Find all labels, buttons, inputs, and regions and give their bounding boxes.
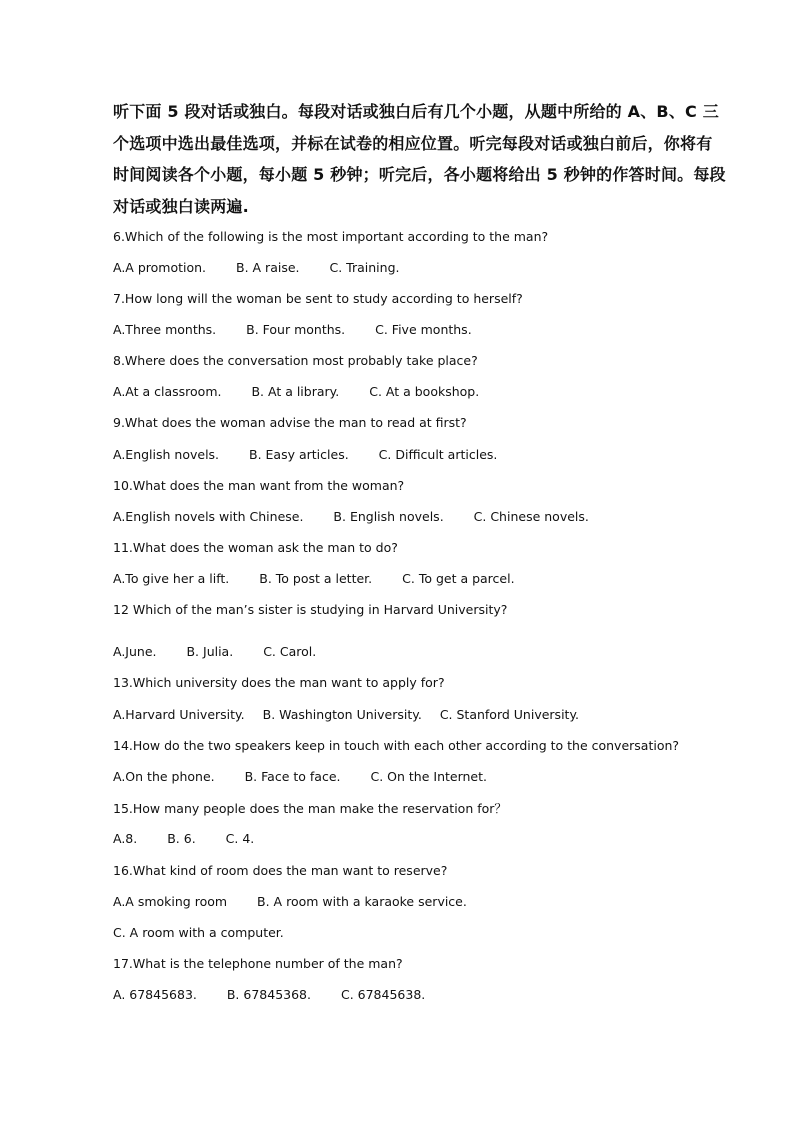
option-c: C. At a bookshop. [369, 384, 480, 399]
option-b: B. Julia. [186, 644, 234, 659]
option-a: A.June. [113, 644, 157, 659]
option-b: B. A room with a karaoke service. [257, 894, 467, 909]
option-c: C. Training. [329, 260, 400, 275]
question-8: 8.Where does the conversation most probably take place? [113, 353, 478, 368]
option-a: A.At a classroom. [113, 384, 222, 399]
option-c: C. 4. [225, 831, 255, 846]
question-9: 9.What does the woman advise the man to read at first? [113, 415, 467, 430]
option-c: C. Stanford University. [439, 707, 580, 722]
question-16-option-c [113, 925, 284, 941]
option-a: A.8. [113, 831, 138, 846]
option-a: A.On the phone. [113, 769, 215, 784]
question-10-options [113, 509, 589, 525]
instruction-line: 对话或独白读两遍. [113, 196, 249, 216]
question-17: 17.What is the telephone number of the man? [113, 956, 403, 971]
question-17-options [113, 987, 425, 1003]
question-11-options [113, 571, 515, 587]
option-a: A. 67845683. [113, 987, 197, 1002]
option-b: B. Washington University. [262, 707, 422, 722]
question-7-options [113, 322, 472, 338]
option-b: B. Easy articles. [249, 447, 349, 462]
option-a: A.English novels with Chinese. [113, 509, 304, 524]
instruction-line: 个选项中选出最佳选项，并标在试卷的相应位置。听完每段对话或独白前后，你将有 [113, 133, 713, 153]
option-c: C. To get a parcel. [402, 571, 515, 586]
question-9-options [113, 447, 497, 463]
question-6: 6.Which of the following is the most important according to the man? [113, 229, 549, 244]
question-12: 12 Which of the man’s sister is studying in Harvard University? [113, 602, 508, 617]
option-c: C. A room with a computer. [113, 925, 284, 940]
question-8-options [113, 384, 479, 400]
option-b: B. 67845368. [226, 987, 311, 1002]
question-15: 15.How many people does the man make the reservation for？ [113, 801, 507, 816]
question-16: 16.What kind of room does the man want to reserve? [113, 863, 448, 878]
question-6-options [113, 260, 399, 276]
option-c: C. Five months. [375, 322, 472, 337]
option-a: A.English novels. [113, 447, 220, 462]
question-10: 10.What does the man want from the woman? [113, 478, 405, 493]
question-14-options [113, 769, 487, 785]
option-a: A.A smoking room [113, 894, 228, 909]
question-15-options [113, 831, 254, 847]
question-11: 11.What does the woman ask the man to do? [113, 540, 398, 555]
question-13: 13.Which university does the man want to apply for? [113, 675, 445, 690]
option-c: C. Chinese novels. [473, 509, 589, 524]
option-b: B. Face to face. [244, 769, 341, 784]
option-c: C. Carol. [263, 644, 317, 659]
option-a: A.To give her a lift. [113, 571, 230, 586]
question-13-options [113, 707, 579, 723]
instruction-line: 时间阅读各个小题，每小题 5 秒钟；听完后，各小题将给出 5 秒钟的作答时间。每段 [113, 165, 726, 184]
option-c: C. 67845638. [340, 987, 426, 1002]
option-a: A.A promotion. [113, 260, 207, 275]
option-b: B. 6. [167, 831, 196, 846]
option-b: B. Four months. [246, 322, 346, 337]
option-c: C. On the Internet. [370, 769, 487, 784]
option-b: B. A raise. [236, 260, 300, 275]
option-c: C. Difficult articles. [378, 447, 498, 462]
question-16-options [113, 894, 467, 910]
option-b: B. To post a letter. [259, 571, 373, 586]
option-a: A.Harvard University. [113, 707, 245, 722]
question-12-options [113, 644, 316, 660]
question-14: 14.How do the two speakers keep in touch with each other according to the conversation? [113, 738, 680, 753]
question-7: 7.How long will the woman be sent to study according to herself? [113, 291, 523, 306]
option-b: B. At a library. [251, 384, 340, 399]
section-instructions [113, 96, 726, 222]
option-b: B. English novels. [333, 509, 444, 524]
option-a: A.Three months. [113, 322, 217, 337]
instruction-line: 听下面 5 段对话或独白。每段对话或独白后有几个小题，从题中所给的 A、B、C 三 [113, 102, 719, 121]
